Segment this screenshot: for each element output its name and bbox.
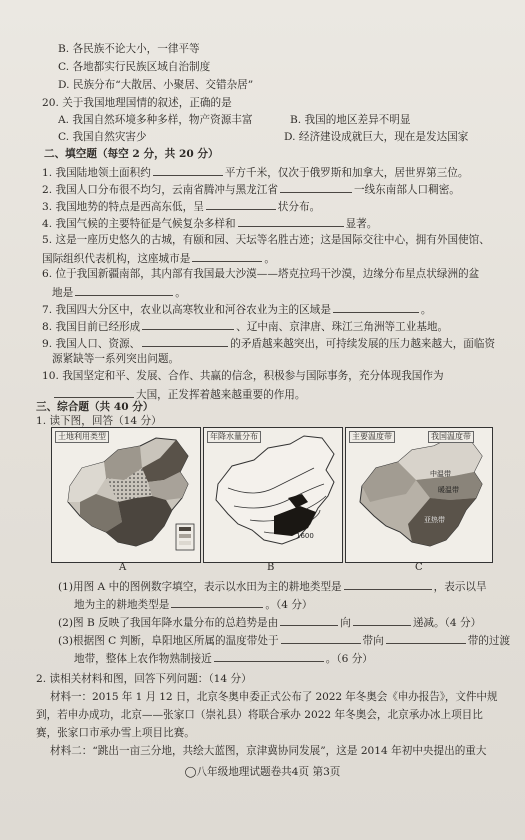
fill-item-2: [42, 181, 519, 197]
fill-item-5b-tail: 。: [264, 253, 275, 265]
fill-item-5-cont: [42, 250, 519, 266]
q20-option-row1: [58, 113, 519, 127]
q19-option-b: B. 各民族不论大小，一律平等: [58, 43, 200, 55]
answer-blank[interactable]: [353, 614, 411, 626]
q1-part-1b-text: 地为主的耕地类型是: [74, 599, 170, 611]
answer-blank[interactable]: [54, 386, 134, 398]
map-b-precipitation: [203, 427, 343, 563]
q1-part-2: [58, 614, 519, 630]
answer-blank[interactable]: [280, 181, 352, 193]
china-map-a-graphic: [52, 428, 200, 562]
map-b-isohyet-label: 1600: [296, 532, 314, 540]
section-2-heading: 二、填空题（每空 2 分，共 20 分）: [44, 148, 219, 160]
answer-blank[interactable]: [333, 301, 419, 313]
map-figures: [51, 427, 491, 571]
map-b-title: 年降水量分布: [207, 431, 261, 443]
figure-letter-c: C: [415, 562, 423, 573]
fill-item-6: [42, 267, 519, 281]
fill-item-2-tail: 一线东南部人口稠密。: [353, 184, 460, 196]
answer-blank[interactable]: [344, 578, 432, 590]
map-c-legend: 我国温度带: [428, 431, 474, 443]
china-map-b-graphic: [204, 428, 342, 562]
q1-part-3-text: (3)根据图 C 判断，阜阳地区所属的温度带处于: [58, 635, 279, 647]
fill-item-5: [42, 233, 519, 247]
q1-part-1b-tail: 。（4 分）: [265, 599, 313, 611]
answer-blank[interactable]: [192, 250, 262, 262]
fill-item-8-text: 8. 我国目前已经形成: [42, 321, 141, 333]
fill-item-5b-text: 国际组织代表机构，这座城市是: [42, 253, 191, 265]
fill-item-10: [42, 369, 519, 383]
fill-item-10-text: 10. 我国坚定和平、发展、合作、共赢的信念，积极参与国际事务，充分体现我国作为: [42, 370, 444, 382]
q20-stem: 20. 关于我国地理国情的叙述，正确的是: [42, 97, 232, 109]
q1-part-2-tail: 递减。（4 分）: [412, 617, 482, 629]
fill-item-6-text: 6. 位于我国新疆南部，其内部有我国最大沙漠——塔克拉玛干沙漠，边缘分布星点状绿洲的盆: [42, 268, 480, 280]
fill-item-2-text: 2. 我国人口分布很不均匀，云南省腾冲与黑龙江省: [42, 184, 278, 196]
fill-item-8: [42, 318, 519, 334]
map-c-zone-label: 暖温带: [438, 486, 459, 494]
q1-part-3b-text: 地带，整体上农作物熟制接近: [74, 653, 212, 665]
q1-part-1-tail: ，表示以旱: [433, 581, 487, 593]
fill-item-10b-text: 大国，正发挥着越来越重要的作用。: [136, 389, 306, 401]
figure-letter-a: A: [119, 562, 127, 573]
answer-blank[interactable]: [280, 614, 338, 626]
fill-item-1: [42, 164, 519, 180]
fill-item-7-tail: 。: [420, 304, 432, 316]
fill-item-1-tail: 平方千米，仅次于俄罗斯和加拿大，居世界第三位。: [224, 167, 469, 179]
fill-item-3-tail: 状分布。: [277, 201, 321, 213]
q1-part-1: [58, 578, 519, 594]
fill-item-4: [42, 215, 519, 231]
q1-part-2-mid: 向: [340, 617, 351, 629]
fill-item-4-tail: 显著。: [345, 218, 378, 230]
q19-option-d: D. 民族分布“大散居、小聚居、交错杂居”: [58, 79, 254, 91]
q20-option-b: B. 我国的地区差异不明显: [290, 114, 411, 126]
q1-part-1-text: (1)用图 A 中的图例数字填空，表示以水田为主的耕地类型是: [58, 581, 342, 593]
map-c-temperature-zones: [345, 427, 493, 563]
q1-part-3-tail: 带的过渡: [467, 635, 511, 647]
q1-part-3: [58, 632, 519, 648]
q19-option-c: C. 各地都实行民族区域自治制度: [58, 61, 211, 73]
fill-item-3-text: 3. 我国地势的特点是西高东低，呈: [42, 201, 204, 213]
map-a-land-use: [51, 427, 201, 563]
answer-blank[interactable]: [206, 198, 276, 210]
figure-letter-b: B: [267, 562, 275, 573]
answer-blank[interactable]: [214, 650, 324, 662]
answer-blank[interactable]: [75, 284, 173, 296]
q1-intro: 1. 读下图，回答（14 分）: [36, 415, 162, 427]
q1-part-3b-tail: 。（6 分）: [325, 653, 373, 665]
q20-option-c: C. 我国自然灾害少: [58, 131, 147, 143]
answer-blank[interactable]: [281, 632, 361, 644]
china-map-c-graphic: [346, 428, 492, 562]
q1-part-3-mid: 带向: [362, 635, 384, 647]
fill-item-9: [42, 335, 519, 351]
map-a-title: 土地利用类型: [55, 431, 109, 443]
fill-item-5-text: 5. 这是一座历史悠久的古城，有颐和园、天坛等名胜古迹；这是国际交往中心，拥有外国使馆、: [42, 234, 490, 246]
fill-item-9-text: 9. 我国人口、资源、: [42, 338, 141, 350]
fill-item-8-tail: 、辽中南、京津唐、珠江三角洲等工业基地。: [236, 321, 449, 333]
fill-item-6b-text: 地是: [52, 287, 74, 299]
q1-part-2-text: (2)图 B 反映了我国年降水量分布的总趋势是由: [58, 617, 279, 629]
map-c-title: 主要温度带: [349, 431, 395, 443]
material-2-line-1: 材料二：“跳出一亩三分地，共绘大蓝图，京津冀协同发展”，这是 2014 年初中央提出的重大: [50, 745, 487, 757]
q1-part-3-cont: [74, 650, 519, 666]
answer-blank[interactable]: [238, 215, 344, 227]
fill-item-9-tail: 的矛盾越来越突出，可持续发展的压力越来越大，面临资: [230, 338, 496, 350]
map-c-zone-label: 亚热带: [424, 516, 445, 524]
material-1-line-2: 到，若申办成功，北京——张家口（崇礼县）将联合承办 2022 年冬奥会，北京承办冰上项目比: [36, 709, 483, 721]
q1-part-1-cont: [74, 596, 519, 612]
fill-item-3: [42, 198, 519, 214]
q2-intro: 2. 读相关材料和图，回答下列问题：（14 分）: [36, 673, 252, 685]
fill-item-1-text: 1. 我国陆地领土面积约: [42, 167, 151, 179]
fill-item-9-cont: 源紧缺等一系列突出问题。: [52, 353, 180, 365]
fill-item-7-text: 7. 我国四大分区中，农业以高寒牧业和河谷农业为主的区域是: [42, 304, 331, 316]
answer-blank[interactable]: [153, 164, 223, 176]
fill-item-6-cont: [52, 284, 519, 300]
answer-blank[interactable]: [386, 632, 466, 644]
fill-item-6b-tail: 。: [175, 287, 186, 299]
material-1-line-1: 材料一：2015 年 1 月 12 日，北京冬奥申委正式公布了 2022 年冬奥会《申办报告》，文件中规: [50, 691, 498, 703]
section-3-heading: 三、综合题（共 40 分）: [36, 401, 154, 413]
answer-blank[interactable]: [142, 335, 228, 347]
q20-option-d: D. 经济建设成就巨大，现在是发达国家: [284, 131, 469, 143]
q20-option-a: A. 我国自然环境多种多样，物产资源丰富: [58, 114, 253, 126]
answer-blank[interactable]: [171, 596, 263, 608]
map-c-zone-label: 中温带: [430, 470, 451, 478]
answer-blank[interactable]: [142, 318, 234, 330]
page-footer: ◯八年级地理试题卷共4页 第3页: [184, 766, 341, 778]
fill-item-4-text: 4. 我国气候的主要特征是气候复杂多样和: [42, 218, 236, 230]
material-1-line-3: 赛，张家口市承办雪上项目比赛。: [36, 727, 195, 739]
fill-item-7: [42, 301, 519, 317]
q20-option-row2: [58, 130, 519, 144]
